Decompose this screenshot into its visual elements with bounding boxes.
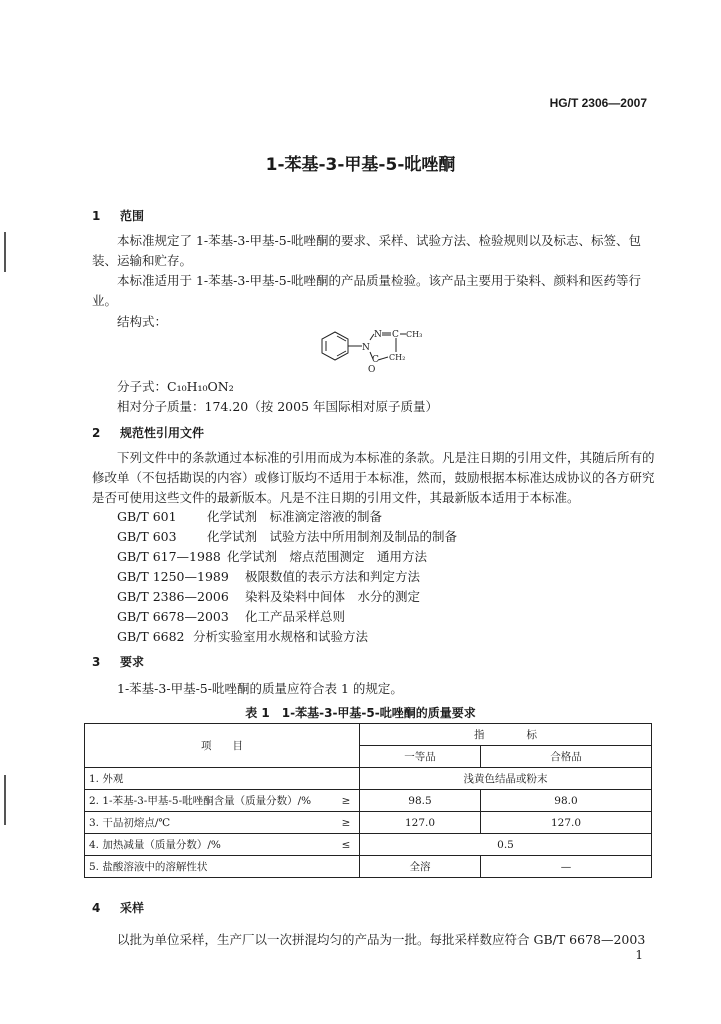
header-index: 指 标	[360, 724, 652, 746]
row-item: 1. 外观	[85, 768, 334, 790]
carbonyl-c: C	[372, 355, 379, 365]
page-number: 1	[635, 948, 643, 962]
c-atom: C	[392, 330, 399, 340]
reference-item	[117, 587, 420, 605]
row-value-grade-2: 127.0	[481, 812, 652, 834]
reference-code: GB/T 6682	[117, 629, 185, 644]
section-title: 要求	[120, 655, 145, 669]
sampling-paragraph: 以批为单位采样，生产厂以一次拼混均匀的产品为一批。每批采样数应符合 GB/T 6678—2003	[117, 932, 646, 947]
reference-item	[117, 527, 457, 545]
section-4-heading	[92, 899, 144, 916]
scan-margin-mark	[4, 232, 6, 272]
structure-label: 结构式：	[117, 314, 168, 329]
reference-title: 化学试剂 标准滴定溶液的制备	[207, 509, 383, 524]
row-symbol: ≥	[333, 812, 360, 834]
formula-label: 分子式：	[117, 379, 168, 394]
reference-title: 化工产品采样总则	[245, 609, 346, 624]
row-symbol: ≥	[333, 790, 360, 812]
scope-paragraph-1: 本标准规定了 1-苯基-3-甲基-5-吡唑酮的要求、采样、试验方法、检验规则以及标志、标签、包装、运输和贮存。	[92, 233, 641, 268]
section-number: 2	[92, 426, 101, 440]
standard-code: HG/T 2306—2007	[549, 96, 647, 110]
reference-code: GB/T 603	[117, 529, 177, 544]
header-grade-2: 合格品	[481, 746, 652, 768]
reference-code: GB/T 601	[117, 509, 177, 524]
row-symbol: ≤	[333, 834, 360, 856]
section-1-heading	[92, 207, 144, 224]
ch3-group: CH₃	[406, 330, 423, 339]
table-header-row	[85, 724, 652, 746]
references-intro-paragraph: 下列文件中的条款通过本标准的引用而成为本标准的条款。凡是注日期的引用文件，其随后所有的修改单（不包括勘误的内容）或修订版均不适用于本标准，然而，鼓励根据本标准达成协议的各方研究是否可使用这些文件的最新版本。凡是不注日期的引用文件，其最新版本适用于本标准。	[92, 450, 655, 505]
header-item: 项 目	[85, 724, 360, 768]
row-item: 5. 盐酸溶液中的溶解性状	[85, 856, 334, 878]
molecular-weight-line: 相对分子质量：174.20（按 2005 年国际相对原子质量）	[117, 399, 438, 414]
section-number: 4	[92, 901, 101, 915]
oxygen-atom: O	[368, 365, 376, 374]
reference-title: 分析实验室用水规格和试验方法	[193, 629, 369, 644]
row-item: 4. 加热减量（质量分数）/%	[85, 834, 334, 856]
reference-title: 极限数值的表示方法和判定方法	[245, 569, 421, 584]
header-grade-1: 一等品	[360, 746, 481, 768]
reference-title: 化学试剂 熔点范围测定 通用方法	[227, 549, 428, 564]
reference-item	[117, 507, 382, 525]
row-symbol	[333, 768, 360, 790]
section-number: 1	[92, 209, 101, 223]
section-title: 规范性引用文件	[120, 426, 205, 440]
molecular-formula: C₁₀H₁₀ON₂	[167, 379, 234, 394]
section-number: 3	[92, 655, 101, 669]
section-title: 采样	[120, 901, 145, 915]
reference-code: GB/T 617—1988	[117, 549, 221, 564]
table-row	[85, 834, 652, 856]
row-value-grade-2: —	[481, 856, 652, 878]
section-2-heading	[92, 424, 204, 441]
n1-atom: N	[362, 343, 370, 353]
reference-code: GB/T 6678—2003	[117, 609, 229, 624]
reference-code: GB/T 1250—1989	[117, 569, 229, 584]
row-value-grade-1: 全溶	[360, 856, 481, 878]
scan-margin-mark	[4, 775, 6, 825]
document-title: 1-苯基-3-甲基-5-吡唑酮	[265, 155, 456, 175]
reference-title: 化学试剂 试验方法中所用制剂及制品的制备	[207, 529, 458, 544]
requirements-paragraph: 1-苯基-3-甲基-5-吡唑酮的质量应符合表 1 的规定。	[117, 681, 403, 696]
section-title: 范围	[120, 209, 145, 223]
reference-code: GB/T 2386—2006	[117, 589, 229, 604]
table-row	[85, 790, 652, 812]
section-3-heading	[92, 653, 144, 670]
row-value: 浅黄色结晶或粉末	[360, 768, 652, 790]
n2-atom: N	[374, 330, 382, 340]
reference-item	[117, 627, 368, 645]
row-value-grade-2: 98.0	[481, 790, 652, 812]
table-caption: 表 1 1-苯基-3-甲基-5-吡唑酮的质量要求	[245, 706, 476, 720]
reference-item	[117, 567, 420, 585]
table-row	[85, 812, 652, 834]
reference-title: 染料及染料中间体 水分的测定	[245, 589, 421, 604]
reference-item	[117, 547, 427, 565]
row-symbol	[333, 856, 360, 878]
row-item: 3. 干品初熔点/℃	[85, 812, 334, 834]
row-item: 2. 1-苯基-3-甲基-5-吡唑酮含量（质量分数）/%	[85, 790, 334, 812]
structural-formula	[318, 322, 428, 374]
table-row	[85, 856, 652, 878]
table-row	[85, 768, 652, 790]
quality-requirements-table	[84, 723, 652, 878]
row-value: 0.5	[360, 834, 652, 856]
scope-paragraph-2: 本标准适用于 1-苯基-3-甲基-5-吡唑酮的产品质量检验。该产品主要用于染料、颜料和医药等行业。	[92, 273, 641, 308]
row-value-grade-1: 127.0	[360, 812, 481, 834]
ch2-group: CH₂	[389, 353, 406, 362]
row-value-grade-1: 98.5	[360, 790, 481, 812]
molecular-formula-line	[117, 377, 234, 395]
reference-item	[117, 607, 345, 625]
